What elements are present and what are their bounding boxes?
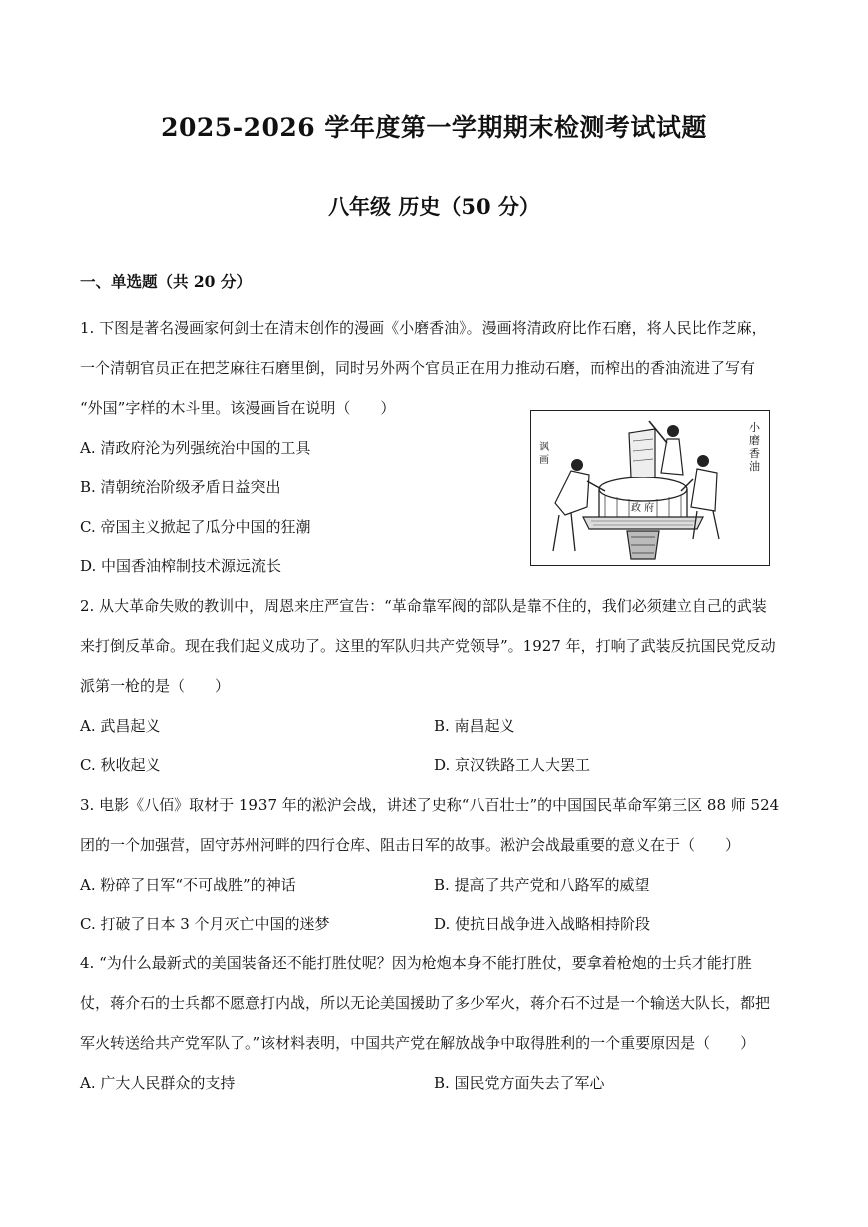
q1-option-d: D. 中国香油榨制技术源远流长 <box>80 557 282 575</box>
q1-stem-line-1: 1. 下图是著名漫画家何剑士在清末创作的漫画《小磨香油》。漫画将清政府比作石磨，将人民比作芝麻， <box>80 319 767 337</box>
q2-option-a: A. 武昌起义 <box>80 717 161 735</box>
q1-stem-line-3: “外国”字样的木斗里。该漫画旨在说明（ ） <box>80 399 396 417</box>
q2-stem-line-1: 2. 从大革命失败的教训中，周恩来庄严宣告：“革命靠军阀的部队是靠不住的，我们必须建立自己的武装 <box>80 597 767 615</box>
exam-subtitle: 八年级 历史（50 分） <box>328 194 540 219</box>
q2-option-b: B. 南昌起义 <box>434 717 515 735</box>
q4-stem-line-3: 军火转送给共产党军队了。”该材料表明，中国共产党在解放战争中取得胜利的一个重要原因是（ ） <box>80 1034 756 1052</box>
q3-stem-line-2: 团的一个加强营，固守苏州河畔的四行仓库、阻击日军的故事。淞沪会战最重要的意义在于（ ） <box>80 836 741 854</box>
q4-option-b: B. 国民党方面失去了军心 <box>434 1074 605 1092</box>
q4-stem-line-1: 4. “为什么最新式的美国装备还不能打胜仗呢？因为枪炮本身不能打胜仗，要拿着枪炮的士兵才能打胜 <box>80 954 752 972</box>
q3-option-d: D. 使抗日战争进入战略相持阶段 <box>434 915 651 933</box>
q1-option-a: A. 清政府沦为列强统治中国的工具 <box>80 439 311 457</box>
q2-option-c: C. 秋收起义 <box>80 756 161 774</box>
cartoon-millstone-image <box>530 410 770 566</box>
cartoon-title-text: 小磨香油 <box>749 421 760 473</box>
q4-stem-line-2: 仗，蒋介石的士兵都不愿意打内战，所以无论美国援助了多少军火，蒋介石不过是一个输送大队长，都把 <box>80 994 771 1012</box>
cartoon-illustration <box>531 411 769 565</box>
q2-option-d: D. 京汉铁路工人大罢工 <box>434 756 591 774</box>
q3-stem-line-1: 3. 电影《八佰》取材于 1937 年的淞沪会战，讲述了史称“八百壮士”的中国国民革命军第三区 88 师 524 <box>80 796 780 814</box>
section-heading: 一、单选题（共 20 分） <box>80 272 252 291</box>
q1-option-c: C. 帝国主义掀起了瓜分中国的狂潮 <box>80 518 311 536</box>
q3-option-c: C. 打破了日本 3 个月灭亡中国的迷梦 <box>80 915 330 933</box>
q3-option-b: B. 提高了共产党和八路军的威望 <box>434 876 650 894</box>
exam-title: 2025-2026 学年度第一学期期末检测考试试题 <box>161 113 707 142</box>
cartoon-side-text: 讽画 <box>539 442 549 466</box>
q2-stem-line-3: 派第一枪的是（ ） <box>80 677 231 695</box>
q4-option-a: A. 广大人民群众的支持 <box>80 1074 236 1092</box>
millstone-label: 政 府 <box>631 503 655 514</box>
q2-stem-line-2: 来打倒反革命。现在我们起义成功了。这里的军队归共产党领导”。1927 年，打响了武装反抗国民党反动 <box>80 637 776 655</box>
q3-option-a: A. 粉碎了日军“不可战胜”的神话 <box>80 876 296 894</box>
q1-stem-line-2: 一个清朝官员正在把芝麻往石磨里倒，同时另外两个官员正在用力推动石磨，而榨出的香油流进了写有 <box>80 359 756 377</box>
q1-option-b: B. 清朝统治阶级矛盾日益突出 <box>80 478 281 496</box>
